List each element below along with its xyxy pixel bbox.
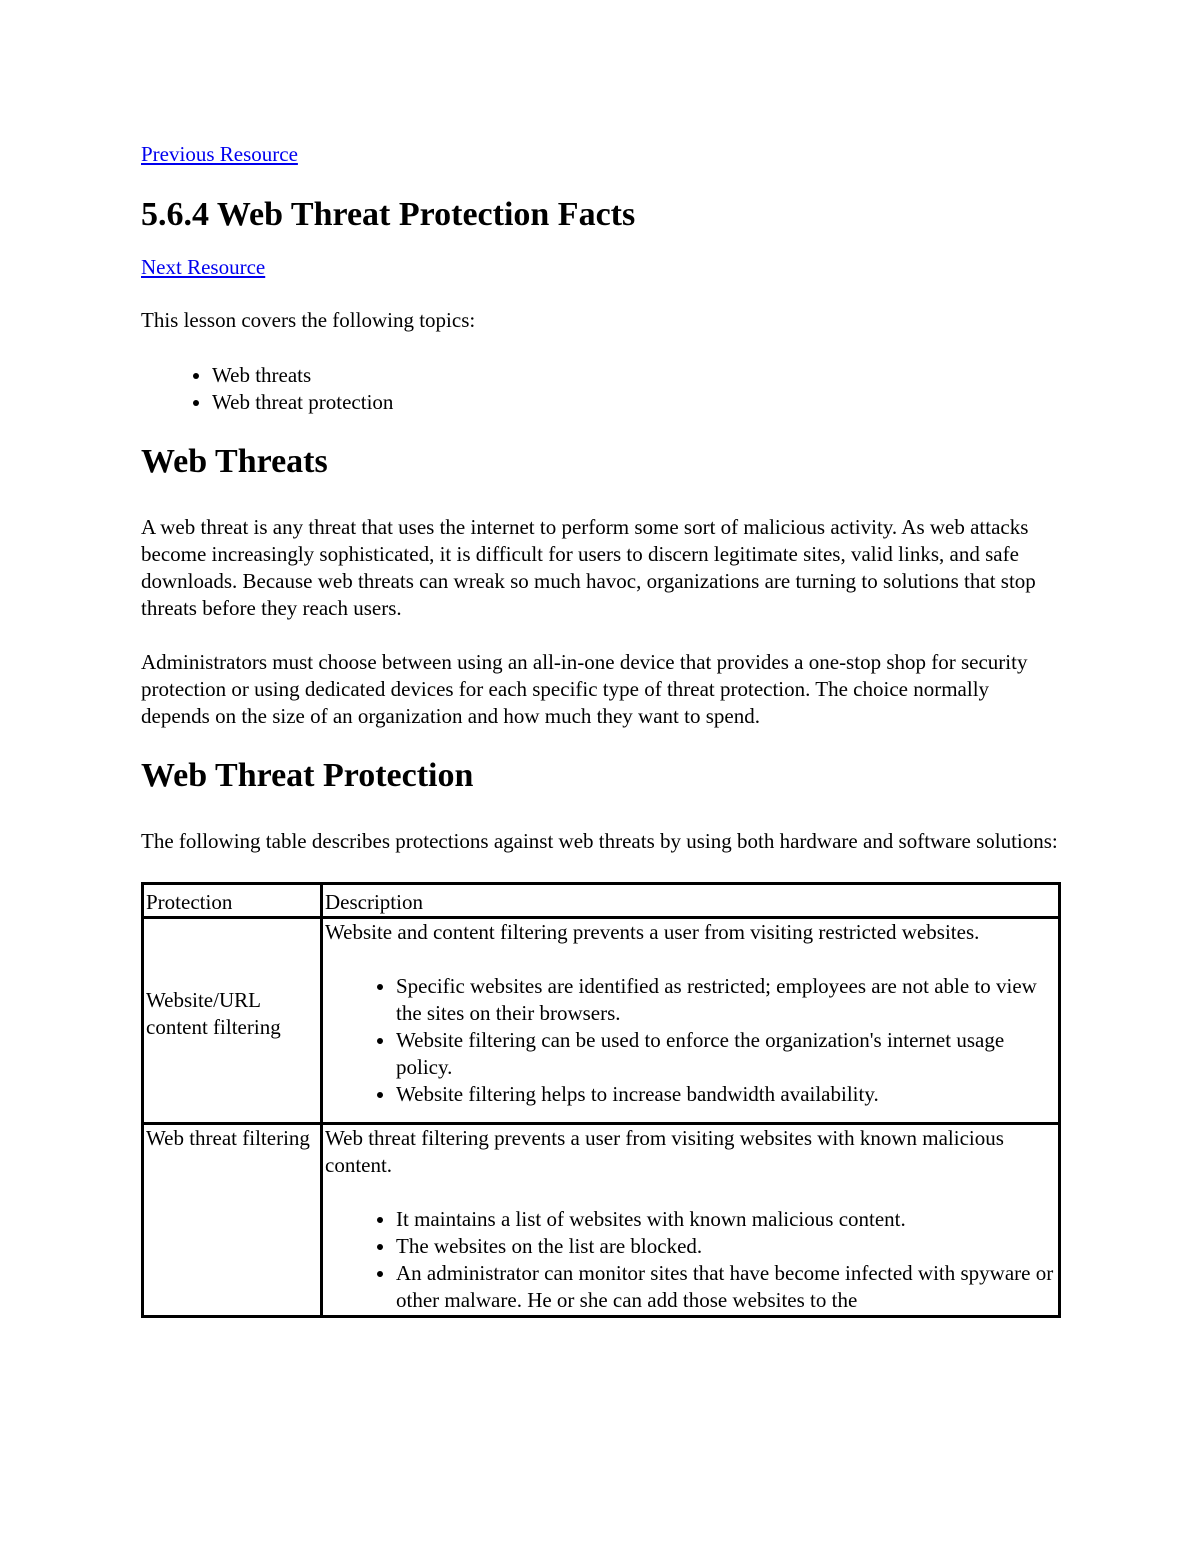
- document-page: [141, 138, 1061, 1318]
- cell-protection-text: Web threat filtering: [146, 1126, 310, 1150]
- list-item: • An administrator can monitor sites that have become infected with spyware or other malware. He or she can add those websites to the: [396, 1260, 1056, 1314]
- list-item: • Web threat protection: [212, 389, 1061, 416]
- topics-list: [141, 362, 1061, 416]
- description-bullets: [325, 1206, 1056, 1314]
- description-bullets: [325, 973, 1056, 1108]
- table-header-row: [143, 884, 1060, 918]
- web-threats-paragraph-1: A web threat is any threat that uses the internet to perform some sort of malicious activity. As web attacks become increasingly sophisticated, it is difficult for users to discern legitimate sites, valid links, and safe downloads. Because web threats can wreak so much havoc, organizations are turning to solutions that stop threats before they reach users.: [141, 515, 1036, 620]
- cell-description-clip: [325, 1125, 1056, 1315]
- list-item: • The websites on the list are blocked.: [396, 1233, 1056, 1260]
- page-title: 5.6.4 Web Threat Protection Facts: [141, 196, 636, 233]
- section-heading-web-threats: Web Threats: [141, 443, 328, 480]
- next-resource-link[interactable]: Next Resource: [141, 255, 266, 279]
- cell-protection: Website/URL content filtering: [143, 918, 322, 1124]
- table-row: [143, 918, 1060, 1124]
- description-text: Web threat filtering prevents a user from visiting websites with known malicious content.: [325, 1126, 1004, 1177]
- cell-description: [322, 1124, 1060, 1317]
- protection-paragraph: The following table describes protections against web threats by using both hardware and software solutions:: [141, 829, 1058, 853]
- list-item: • Specific websites are identified as restricted; employees are not able to view the sites on their browsers.: [396, 973, 1056, 1027]
- description-text: Website and content filtering prevents a user from visiting restricted websites.: [325, 920, 980, 944]
- list-item: • Web threats: [212, 362, 1061, 389]
- list-item: • Website filtering helps to increase bandwidth availability.: [396, 1081, 1056, 1108]
- cell-protection: [143, 1124, 322, 1317]
- section-heading-web-threat-protection: Web Threat Protection: [141, 757, 474, 794]
- header-protection: Protection: [143, 884, 322, 918]
- header-description: Description: [322, 884, 1060, 918]
- table-row: [143, 1124, 1060, 1317]
- protection-table: [141, 882, 1061, 1318]
- cell-description: [322, 918, 1060, 1124]
- list-item: • Website filtering can be used to enforce the organization's internet usage policy.: [396, 1027, 1056, 1081]
- previous-resource-link[interactable]: Previous Resource: [141, 142, 298, 166]
- web-threats-paragraph-2: Administrators must choose between using an all-in-one device that provides a one-stop shop for security protection or using dedicated devices for each specific type of threat protection. The choice normally depends on the size of an organization and how much they want to spend.: [141, 650, 1028, 728]
- intro-text: This lesson covers the following topics:: [141, 308, 476, 332]
- list-item: • It maintains a list of websites with known malicious content.: [396, 1206, 1056, 1233]
